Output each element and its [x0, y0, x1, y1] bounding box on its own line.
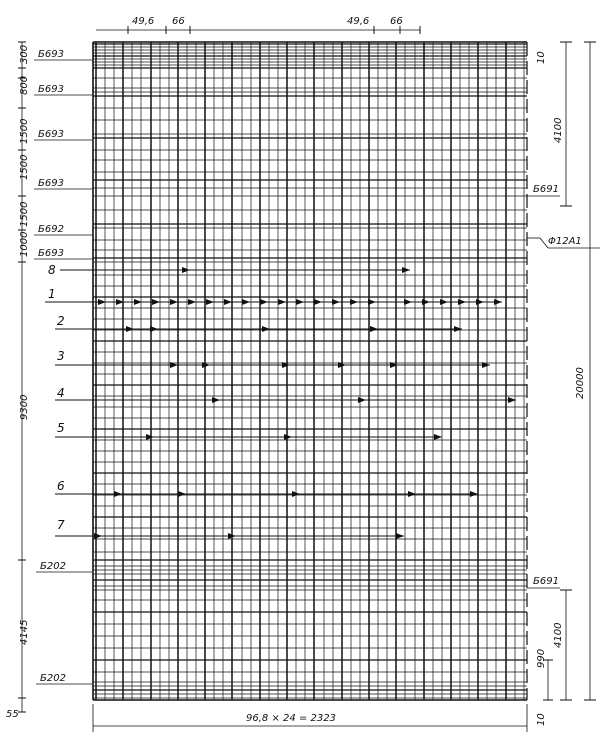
row-7-arrowhead [396, 533, 404, 539]
right-dim-10-top: 10 [536, 51, 547, 64]
row-number-7: 7 [57, 518, 65, 532]
row-5-arrowhead [434, 434, 442, 440]
right-dim-4100-bottom: 4100 [553, 622, 564, 648]
row-8-arrowhead [182, 267, 190, 273]
row-6-arrowhead [114, 491, 122, 497]
row-1-arrowhead [332, 299, 340, 305]
row-1-arrowhead [188, 299, 196, 305]
row-number-8: 8 [48, 263, 56, 277]
left-dim-1500a: 1500 [19, 118, 30, 144]
row-6-arrowhead [470, 491, 478, 497]
row-1-arrowhead [242, 299, 250, 305]
row-1-arrowhead [476, 299, 484, 305]
left-dim-4145: 4145 [19, 619, 30, 645]
top-dim-1: 49,6 [132, 16, 155, 27]
row-number-4: 4 [57, 386, 65, 400]
row-8-arrowhead [402, 267, 410, 273]
row-1-arrowhead [458, 299, 466, 305]
rebar-label-phi12: Φ12А1 [548, 236, 582, 247]
row-1-arrowhead [170, 299, 178, 305]
row-1-arrowhead [206, 299, 214, 305]
left-label-b693-1: Б693 [38, 49, 64, 60]
row-1-arrowhead [368, 299, 376, 305]
right-dim-20000: 20000 [575, 367, 586, 399]
left-dim-300: 300 [19, 44, 30, 64]
left-label-b693-3: Б693 [38, 129, 64, 140]
top-dim-3: 49,6 [347, 16, 370, 27]
right-label-b691-1: Б691 [533, 184, 559, 195]
row-2-arrowhead [150, 326, 158, 332]
row-4-arrowhead [212, 397, 220, 403]
row-number-2: 2 [57, 314, 65, 328]
left-dim-1500c: 1500 [19, 201, 30, 227]
leader-phi12-2 [540, 238, 548, 248]
row-number-5: 5 [57, 421, 65, 435]
left-label-b202-2: Б202 [40, 673, 66, 684]
left-label-b202-1: Б202 [40, 561, 66, 572]
left-dim-9300: 9300 [19, 394, 30, 420]
row-4-arrowhead [358, 397, 366, 403]
row-2-arrowhead [370, 326, 378, 332]
row-1-arrowhead [278, 299, 286, 305]
row-2-arrowhead [126, 326, 134, 332]
left-label-b693-4: Б693 [38, 178, 64, 189]
right-dim-990: 990 [536, 648, 547, 668]
row-7-arrowhead [94, 533, 102, 539]
left-label-b693-2: Б693 [38, 84, 64, 95]
top-dim-4: 66 [390, 16, 403, 27]
left-dim-55: 55 [6, 709, 19, 720]
row-1-arrowhead [224, 299, 232, 305]
left-dim-800: 800 [19, 75, 30, 95]
left-label-b692: Б692 [38, 224, 64, 235]
left-label-b693-5: Б693 [38, 248, 64, 259]
row-number-6: 6 [57, 479, 65, 493]
top-dim-2: 66 [172, 16, 185, 27]
row-1-arrowhead [404, 299, 412, 305]
row-number-3: 3 [57, 349, 65, 363]
row-6-arrowhead [178, 491, 186, 497]
row-5-arrowhead [284, 434, 292, 440]
row-5-arrowhead [146, 434, 154, 440]
row-1-arrowhead [422, 299, 430, 305]
row-1-arrowhead [440, 299, 448, 305]
left-dim-1000: 1000 [19, 231, 30, 257]
row-1-arrowhead [152, 299, 160, 305]
row-number-1: 1 [48, 287, 56, 301]
row-1-arrowhead [350, 299, 358, 305]
right-dim-4100-top: 4100 [553, 117, 564, 143]
row-1-arrowhead [260, 299, 268, 305]
row-1-arrowhead [296, 299, 304, 305]
mesh-grid [93, 42, 527, 700]
row-1-arrowhead [494, 299, 502, 305]
right-label-b691-2: Б691 [533, 576, 559, 587]
bottom-dimension: 96,8 × 24 = 2323 [246, 713, 336, 724]
row-1-arrowhead [314, 299, 322, 305]
right-dim-10-bottom: 10 [536, 713, 547, 726]
left-dim-1500b: 1500 [19, 154, 30, 180]
row-2-arrowhead [454, 326, 462, 332]
